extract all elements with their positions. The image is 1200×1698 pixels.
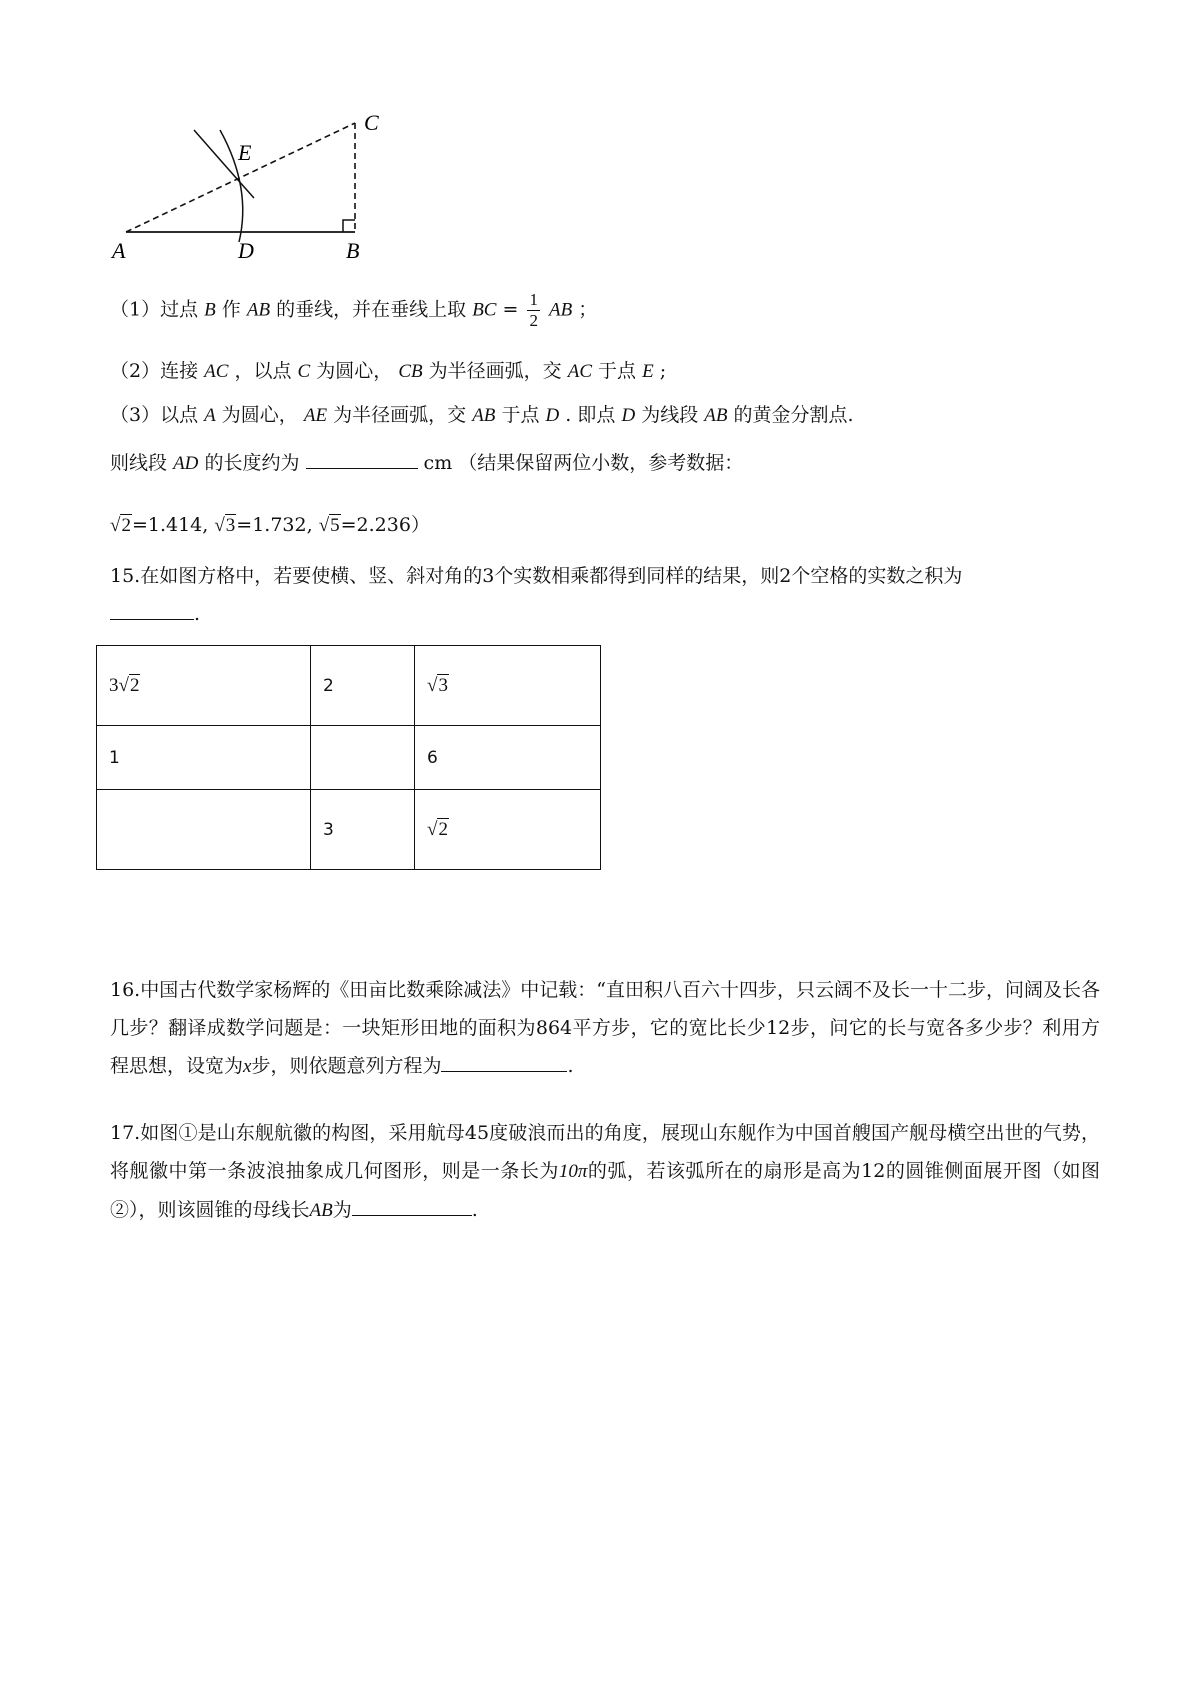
q16-text: 16.中国古代数学家杨辉的《田亩比数乘除减法》中记载：“直田积八百六十四步，只云阔不及长一十二步，问阔及长各几步？翻译成数学问题是：一块矩形田地的面积为864平方步，它的宽比长少12步，问它的长与宽各多少步？利用方程思想，设宽为x步，则依题意列方程为 . [110, 979, 1100, 1077]
grid-cell-r2c1: 1 [97, 726, 311, 790]
grid-cell-r2c2-empty [311, 726, 415, 790]
grid-cell-r3c1-empty [97, 790, 311, 870]
answer-blank-ad [306, 450, 418, 469]
label-e: E [238, 140, 252, 165]
q14-step3: （3）以点 A 为圆心， AE 为半径画弧，交 AB 于点 D . 即点 D 为线段 AB 的黄金分割点. [110, 404, 854, 426]
sqrt-2: √2 [110, 515, 131, 536]
label-a: A [112, 238, 126, 263]
q14-step2: （2）连接 AC ，以点 C 为圆心， CB 为半径画弧，交 AC 于点 E ; [110, 360, 667, 382]
answer-blank-q17 [352, 1197, 472, 1216]
magic-square-grid [96, 645, 601, 870]
golden-section-figure [110, 108, 410, 268]
grid-cell-r1c2: 2 [311, 646, 415, 726]
grid-cell-r3c3: √2 [415, 790, 601, 870]
label-c: C [364, 110, 379, 135]
sqrt-5: √5 [318, 515, 340, 536]
q17-text: 17.如图①是山东舰航徽的构图，采用航母45度破浪而出的角度，展现山东舰作为中国首艘国产舰母横空出世的气势，将舰徽中第一条波浪抽象成几何图形，则是一条长为10π的弧，若该弧所在的扇形是高为12的圆锥侧面展开图（如图②），则该圆锥的母线长AB为 . [110, 1122, 1100, 1221]
answer-blank-q15 [110, 601, 194, 620]
q14-reference-data: √2=1.414, √3=1.732, √5=2.236） [110, 512, 430, 539]
fraction-one-half: $\frac{1}{2}$ [529, 290, 538, 330]
label-d: D [238, 238, 254, 263]
q14-step1: （1）过点 B 作 AB 的垂线，并在垂线上取 BC = $\frac{1}{2}$ AB ； [110, 290, 598, 330]
right-angle-mark [343, 220, 355, 232]
grid-cell-r3c2: 3 [311, 790, 415, 870]
sqrt-3: √3 [214, 515, 236, 536]
q14-question: 则线段 AD 的长度约为 cm （结果保留两位小数，参考数据： [110, 452, 744, 474]
label-b: B [346, 238, 360, 263]
grid-cell-r1c3: √3 [415, 646, 601, 726]
grid-cell-r1c1: 3√2 [97, 646, 311, 726]
q15-text: 15.在如图方格中，若要使横、竖、斜对角的3个实数相乘都得到同样的结果，则2个空格的实数之积为 . [110, 565, 963, 625]
grid-cell-r2c3: 6 [415, 726, 601, 790]
answer-blank-q16 [441, 1053, 567, 1072]
